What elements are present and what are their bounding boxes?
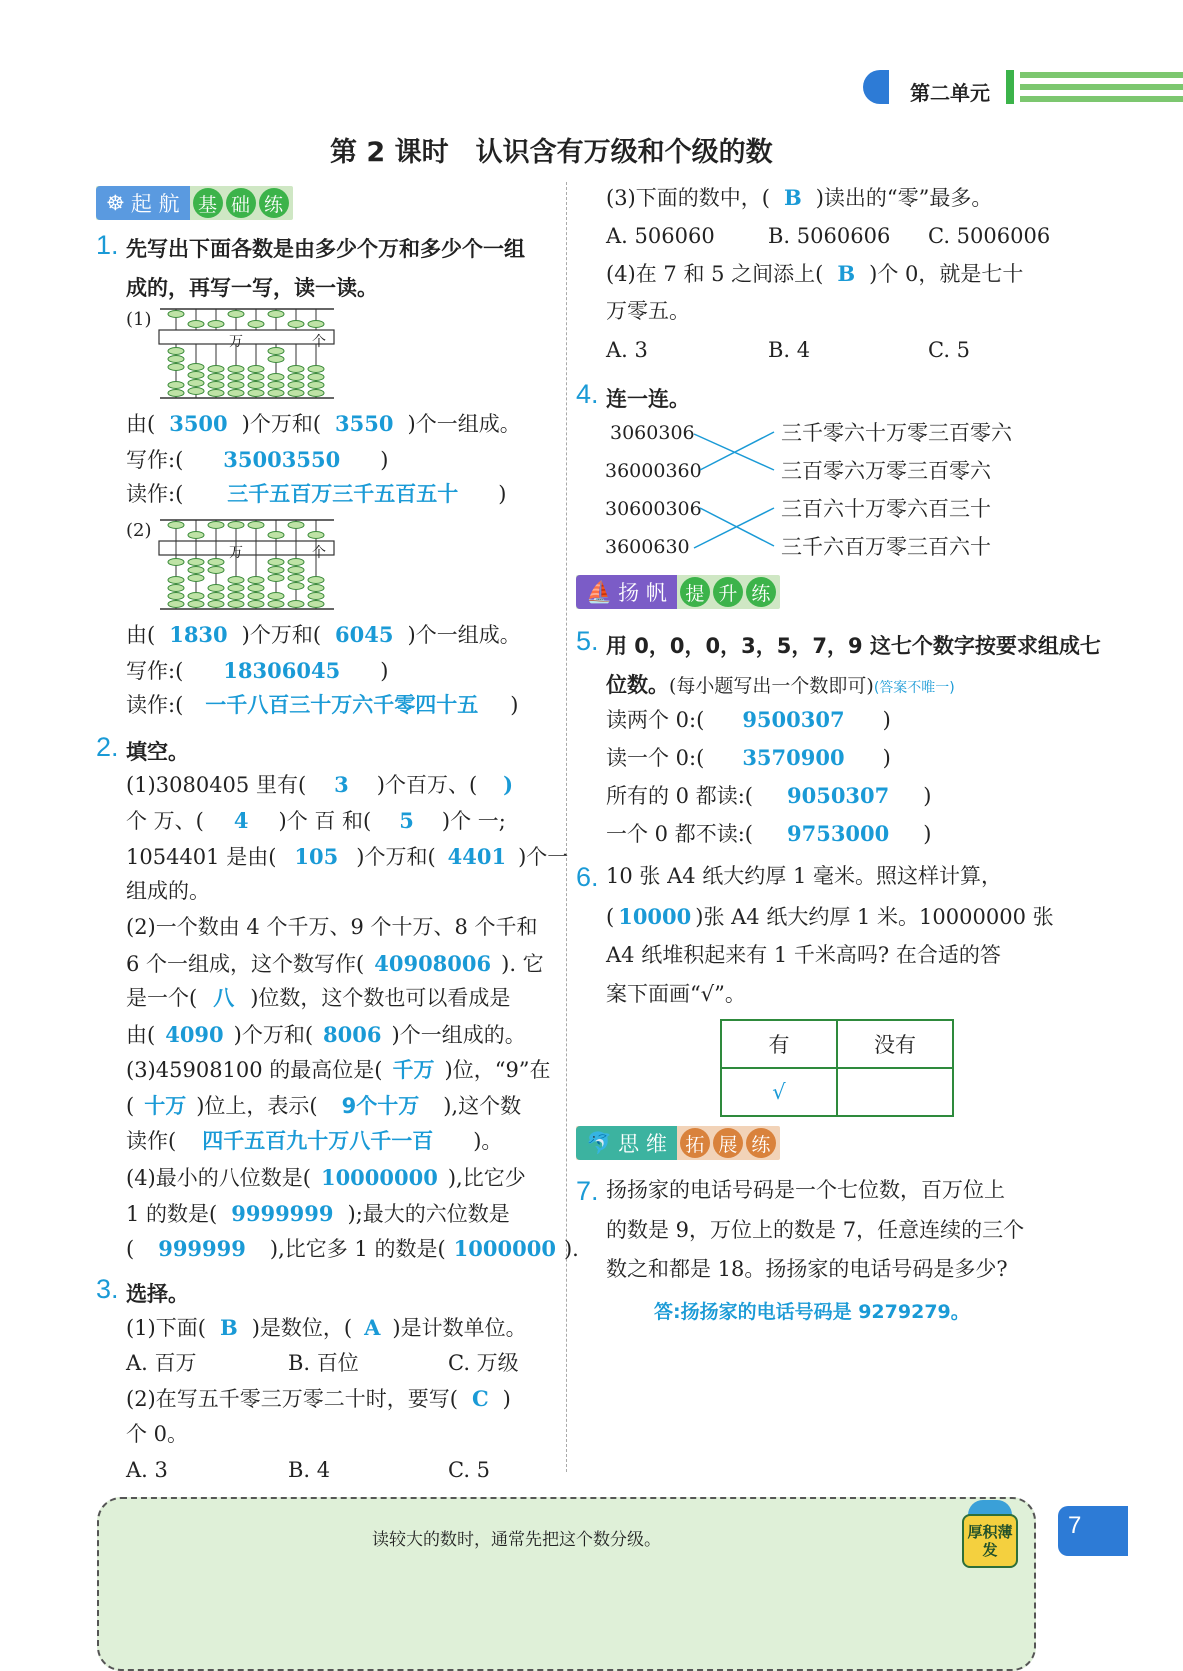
q3-opt4b: B. 4 [768,338,811,362]
section-banner-extend: 🐬 思 维 拓 展 练 [576,1126,780,1160]
q6-line1: 10 张 A4 纸大约厚 1 毫米。照这样计算， [606,864,1002,888]
match-left-3: 30600306 [605,498,702,520]
match-right-2: 三百零六万零三百零六 [781,459,991,483]
table-header-yes: 有 [721,1020,837,1068]
unit-label: 第二单元 [910,81,990,105]
q3-title: 选择。 [126,1282,189,1306]
q7-line1: 扬扬家的电话号码是一个七位数，百万位上 [606,1178,1005,1202]
q6-table [720,1019,954,1117]
q3-opt4c: C. 5 [928,338,971,362]
q6-line3: A4 纸堆积起来有 1 千米高吗? 在合适的答 [606,943,1001,967]
q3-opt1b: B. 百位 [288,1351,359,1375]
q2-line11: 读作( 四千五百九十万八千一百 )。 [126,1129,503,1153]
sail-icon: ⛵ [586,579,613,604]
q4-number: 4. [576,379,599,409]
q2-line1: (1)3080405 里有( 3 )个百万、( ) [126,772,514,797]
table-cell-yes: √ [721,1068,837,1116]
q3-line2: (2)在写五千零三万零二十时，要写( C ) [126,1386,511,1411]
q5-row4: 一个 0 都不读:( 9753000 ) [606,821,932,846]
q4-title: 连一连。 [606,387,690,411]
q3-opt2a: A. 3 [126,1458,168,1482]
table-header-no: 没有 [837,1020,953,1068]
q2-line7: 是一个( 八 )位数，这个数也可以看成是 [126,986,511,1010]
q1-p1-line1: 由( 3500 )个万和( 3550 )个一组成。 [126,411,521,436]
column-divider [566,182,567,1472]
q5-text1: 用 0，0，0，3，5，7，9 这七个数字按要求组成七 [606,634,1101,658]
helm-icon: ☸ [106,191,125,215]
q1-p2-line1: 由( 1830 )个万和( 6045 )个一组成。 [126,622,521,647]
abacus-1 [158,305,338,401]
abacus1-ge: 个 [312,334,326,350]
q3-line4: (3)下面的数中，( B )读出的“零”最多。 [606,185,993,210]
q5-row3: 所有的 0 都读:( 9050307 ) [606,783,932,808]
q3-number: 3. [96,1274,119,1304]
q6-line4: 案下面画“√”。 [606,982,746,1006]
q3-opt3b: B. 5060606 [768,224,891,248]
q1-part2-label: (2) [126,520,152,541]
abacus-2 [158,516,338,612]
q1-p1-read: 读作:( 三千五百万三千五百五十 ) [126,482,507,506]
match-left-1: 3060306 [610,422,695,444]
q6-number: 6. [576,862,599,892]
q2-line8: 由( 4090 )个万和( 8006 )个一组成的。 [126,1022,526,1047]
q3-opt4a: A. 3 [606,338,648,362]
q2-line5: (2)一个数由 4 个千万、9 个十万、8 个千和 [126,915,538,939]
q5-row2: 读一个 0:( 3570900 ) [606,745,891,770]
q2-line10: ( 十万 )位上，表示( 9个十万 ),这个数 [126,1094,522,1118]
q3-line5: (4)在 7 和 5 之间添上( B )个 0，就是七十 [606,261,1024,286]
q7-line2: 的数是 9，万位上的数是 7，任意连续的三个 [606,1218,1025,1242]
q2-line9: (3)45908100 的最高位是( 千万 )位，“9”在 [126,1058,551,1082]
q3-opt3c: C. 5006006 [928,224,1051,248]
q2-line13: 1 的数是( 9999999 );最大的六位数是 [126,1201,510,1226]
q2-line12: (4)最小的八位数是( 10000000 ),比它少 [126,1165,526,1190]
q1-text: 先写出下面各数是由多少个万和多少个一组 [126,237,525,261]
q2-line14: ( 999999 ),比它多 1 的数是( 1000000 ). [126,1236,579,1261]
abacus1-wan: 万 [229,334,243,350]
header-stripes [1006,70,1183,104]
section-banner-basic: ☸ 起 航 基 础 练 [96,186,293,220]
page-number: 7 [1068,1512,1082,1539]
page-title: 第 2 课时 认识含有万级和个级的数 [330,137,773,168]
match-left-4: 3600630 [605,536,690,558]
q1-part1-label: (1) [126,309,152,330]
footer-tip-box [97,1497,1036,1671]
q3-line3: 个 0。 [126,1422,189,1446]
q2-line3: 1054401 是由( 105 )个万和( 4401 )个一 [126,844,569,869]
q5-number: 5. [576,626,599,656]
header-blue-tab [863,70,889,104]
section-banner-improve: ⛵ 扬 帆 提 升 练 [576,575,780,609]
q6-line2: ( 10000 )张 A4 纸大约厚 1 米。10000000 张 [606,904,1054,929]
q2-number: 2. [96,732,119,762]
q2-line6: 6 个一组成，这个数写作( 40908006 ). 它 [126,951,544,976]
table-cell-no [837,1068,953,1116]
footer-tip: 读较大的数时，通常先把这个数分级。 [372,1530,661,1550]
q5-line2: 位数。(每小题写出一个数即可)(答案不唯一) [606,673,955,697]
q7-number: 7. [576,1176,599,1206]
q2-title: 填空。 [126,740,189,764]
q1-p2-read: 读作:( 一千八百三十万六千零四十五 ) [126,693,519,717]
q2-line4: 组成的。 [126,879,210,903]
q3-line6: 万零五。 [606,299,690,323]
abacus2-ge: 个 [312,545,326,561]
q7-line3: 数之和都是 18。扬扬家的电话号码是多少? [606,1257,1008,1281]
match-lines [690,420,780,560]
match-left-2: 36000360 [605,460,702,482]
match-right-4: 三千六百万零三百六十 [781,535,991,559]
q5-row1: 读两个 0:( 9500307 ) [606,707,891,732]
match-right-3: 三百六十万零六百三十 [781,497,991,521]
q3-opt2c: C. 5 [448,1458,491,1482]
q7-answer: 答:扬扬家的电话号码是 9279279。 [654,1301,970,1323]
dolphin-icon: 🐬 [586,1130,613,1155]
q3-opt2b: B. 4 [288,1458,331,1482]
q1-p1-write: 写作:( 35003550 ) [126,447,389,472]
q1-number: 1. [96,230,119,260]
q3-opt3a: A. 506060 [606,224,715,248]
footer-badge: 厚积薄发 [960,1500,1018,1568]
q2-line2: 个 万、( 4 )个 百 和( 5 )个 一; [126,808,506,833]
q3-opt1a: A. 百万 [126,1351,197,1375]
q3-opt1c: C. 万级 [448,1351,519,1375]
abacus2-wan: 万 [229,545,243,561]
q1-text2: 成的，再写一写，读一读。 [126,276,378,300]
q3-line1: (1)下面( B )是数位，( A )是计数单位。 [126,1315,527,1340]
q1-p2-write: 写作:( 18306045 ) [126,658,389,683]
match-right-1: 三千零六十万零三百零六 [781,421,1012,445]
